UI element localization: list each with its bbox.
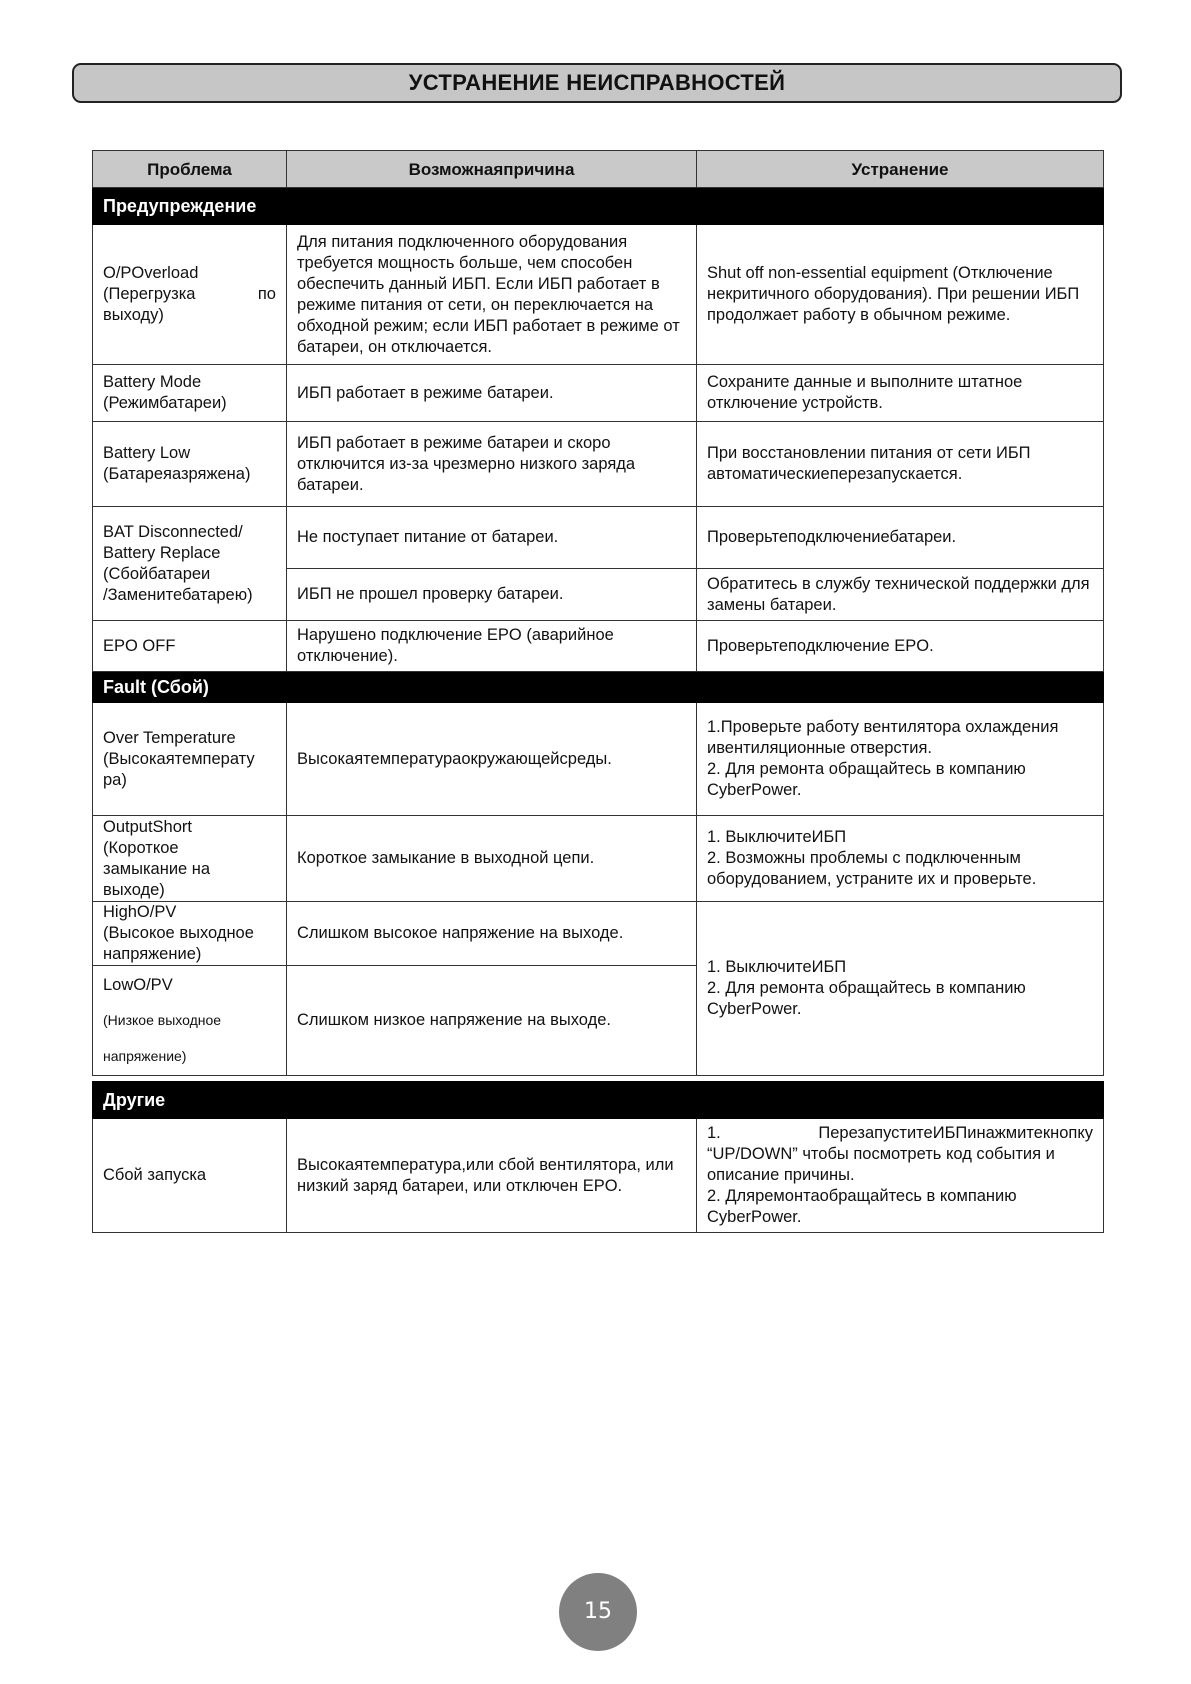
solution-text: 2. Дляремонтаобращайтесь в компанию CyberPower.	[707, 1187, 1017, 1226]
problem-text: Battery Low	[103, 444, 191, 462]
problem-text: (Высокое выходное	[103, 924, 254, 942]
section-warning-label: Предупреждение	[93, 188, 1104, 225]
problem-cell: Сбой запуска	[93, 1119, 287, 1233]
cause-cell: Короткое замыкание в выходной цепи.	[287, 816, 697, 902]
header-problem: Проблема	[93, 151, 287, 188]
problem-text: LowO/PV	[103, 975, 173, 994]
problem-text: выходу)	[103, 306, 164, 324]
other-table	[92, 1081, 1104, 1233]
table-row	[93, 225, 1104, 365]
cause-cell: Высокаятемпература,или сбой вентилятора, или низкий заряд батареи, или отключен EPO.	[287, 1119, 697, 1233]
problem-text: Over Temperature	[103, 728, 236, 747]
problem-cell	[93, 902, 287, 966]
cause-cell: Слишком высокое напряжение на выходе.	[287, 902, 697, 966]
solution-cell: Проверьтеподключениебатареи.	[697, 507, 1104, 569]
problem-line	[103, 284, 276, 305]
solution-cell: Обратитесь в службу технической поддержки для замены батареи.	[697, 569, 1104, 621]
problem-text: ра)	[103, 770, 127, 789]
solution-text: 1.Проверьте работу вентилятора охлаждения ивентиляционные отверстия.	[707, 718, 1059, 757]
solution-text: 2. Возможны проблемы с подключенным оборудованием, устраните их и проверьте.	[707, 849, 1037, 888]
problem-text: Battery Mode	[103, 373, 202, 391]
solution-text: ПерезапуститеИБПинажмитекнопку	[818, 1124, 1094, 1142]
problem-text: /Заменитебатарею)	[103, 585, 253, 604]
section-fault	[93, 672, 1104, 703]
table-row	[93, 365, 1104, 422]
section-fault-label: Fault (Сбой)	[93, 672, 1104, 703]
section-other	[93, 1082, 1104, 1119]
problem-text: (Низкое выходное	[103, 1011, 222, 1028]
problem-text: напряжение)	[103, 945, 202, 963]
problem-text: O/POverload	[103, 264, 199, 282]
cause-cell: ИБП не прошел проверку батареи.	[287, 569, 697, 621]
solution-line	[707, 1123, 1093, 1144]
problem-text: Battery Replace	[103, 543, 221, 562]
troubleshooting-table	[92, 150, 1104, 1076]
solution-text: 1. ВыключитеИБП	[707, 828, 847, 846]
problem-text: (Сбойбатареи	[103, 564, 211, 583]
cause-cell: Нарушено подключение EPO (аварийное отключение).	[287, 621, 697, 672]
problem-text: (Высокаятемперату	[103, 749, 255, 768]
cause-cell: Высокаятемператураокружающейсреды.	[287, 703, 697, 816]
cause-cell: Не поступает питание от батареи.	[287, 507, 697, 569]
solution-text: 2. Для ремонта обращайтесь в компанию CyberPower.	[707, 979, 1026, 1018]
problem-cell	[93, 507, 287, 621]
problem-cell	[93, 422, 287, 507]
header-row	[93, 151, 1104, 188]
solution-cell: Сохраните данные и выполните штатное отключение устройств.	[697, 365, 1104, 422]
page-number: 15	[559, 1573, 637, 1651]
header-cause: Возможнаяпричина	[287, 151, 697, 188]
solution-cell	[697, 1119, 1104, 1233]
problem-text: (Батареяазряжена)	[103, 465, 251, 483]
solution-cell: Проверьтеподключение EPO.	[697, 621, 1104, 672]
solution-cell	[697, 816, 1104, 902]
problem-text: (Режимбатареи)	[103, 394, 227, 412]
section-other-label: Другие	[93, 1082, 1104, 1119]
solution-text: “UP/DOWN” чтобы посмотреть код события и описание причины.	[707, 1145, 1055, 1184]
cause-cell: ИБП работает в режиме батареи.	[287, 365, 697, 422]
problem-cell	[93, 966, 287, 1076]
section-warning	[93, 188, 1104, 225]
problem-cell	[93, 365, 287, 422]
problem-text: замыкание на	[103, 859, 211, 878]
solution-cell: Shut off non-essential equipment (Отключение некритичного оборудования). При решении ИБП продолжает работу в обычном режиме.	[697, 225, 1104, 365]
table-row	[93, 507, 1104, 569]
solution-text: 1.	[707, 1124, 721, 1142]
problem-text: выходе)	[103, 880, 165, 899]
solution-cell: При восстановлении питания от сети ИБП автоматическиеперезапускается.	[697, 422, 1104, 507]
solution-text: 1. ВыключитеИБП	[707, 958, 847, 976]
table-row	[93, 422, 1104, 507]
solution-text: 2. Для ремонта обращайтесь в компанию CyberPower.	[707, 760, 1026, 799]
table-row	[93, 902, 1104, 966]
problem-cell	[93, 816, 287, 902]
problem-cell: EPO OFF	[93, 621, 287, 672]
problem-cell	[93, 703, 287, 816]
cause-cell: Слишком низкое напряжение на выходе.	[287, 966, 697, 1076]
table-row	[93, 621, 1104, 672]
cause-cell: Для питания подключенного оборудования требуется мощность больше, чем способен обеспечить данный ИБП. Если ИБП работает в режиме питания от сети, он переключается на обходной режим; если ИБП работает в режиме от батареи, он отключается.	[287, 225, 697, 365]
cause-cell: ИБП работает в режиме батареи и скоро отключится из-за чрезмерно низкого заряда батареи.	[287, 422, 697, 507]
page-title: УСТРАНЕНИЕ НЕИСПРАВНОСТЕЙ	[72, 63, 1122, 103]
table-row	[93, 1119, 1104, 1233]
header-solution: Устранение	[697, 151, 1104, 188]
problem-text: напряжение)	[103, 1047, 187, 1064]
problem-text: OutputShort	[103, 817, 192, 836]
solution-cell	[697, 703, 1104, 816]
problem-cell	[93, 225, 287, 365]
problem-text: BAT Disconnected/	[103, 522, 243, 541]
table-row	[93, 816, 1104, 902]
solution-cell	[697, 902, 1104, 1076]
problem-text: HighO/PV	[103, 903, 177, 921]
problem-text: (Перегрузка	[103, 285, 196, 303]
problem-text: по	[257, 285, 276, 303]
problem-text: (Короткое	[103, 838, 179, 857]
table-row	[93, 703, 1104, 816]
